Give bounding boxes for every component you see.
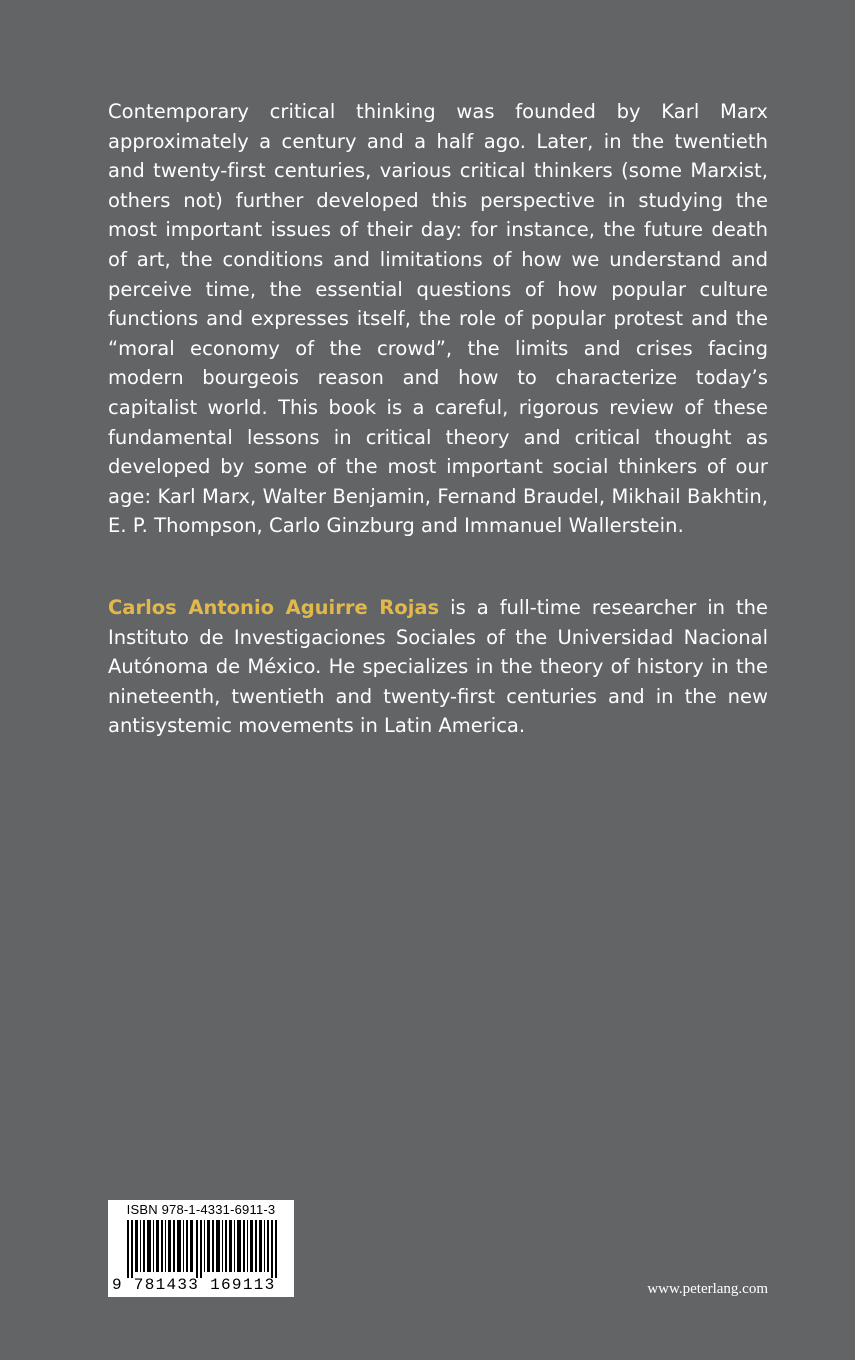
author-bio [108,593,768,741]
barcode-digits: 9 781433 169113 [112,1276,276,1294]
book-description: Contemporary critical thinking was founded by Karl Marx approximately a century and a half ago. Later, in the twentieth and twenty-first centuries, various critical thinkers (some Marxist, others not) further developed this perspective in studying the most important issues of their day: for instance, the future death of art, the conditions and limitations of how we understand and perceive time, the essential questions of how popular culture functions and expresses itself, the role of popular protest and the “moral economy of the crowd”, the limits and crises facing modern bourgeois reason and how to characterize today’s capitalist world. This book is a careful, rigorous review of these fundamental lessons in critical theory and critical thought as developed by some of the most important social thinkers of our age: Karl Marx, Walter Benjamin, Fernand Braudel, Mikhail Bakhtin, E. P. Thompson, Carlo Ginzburg and Immanuel Wallerstein. [108,100,768,538]
publisher-url: www.peterlang.com [647,1281,768,1297]
author-bio-text: is a full-time researcher in the Instituto de Investigaciones Sociales of the Universidad Nacional Autónoma de México. He specializes in the theory of history in the nineteenth, twentieth and twenty-first centuries and in the new antisystemic movements in Latin America. [108,596,769,738]
isbn-label: ISBN 978-1-4331-6911-3 [126,1202,276,1217]
isbn-barcode [108,1200,294,1297]
author-name: Carlos Antonio Aguirre Rojas [108,596,440,619]
barcode-bars [108,1220,294,1278]
